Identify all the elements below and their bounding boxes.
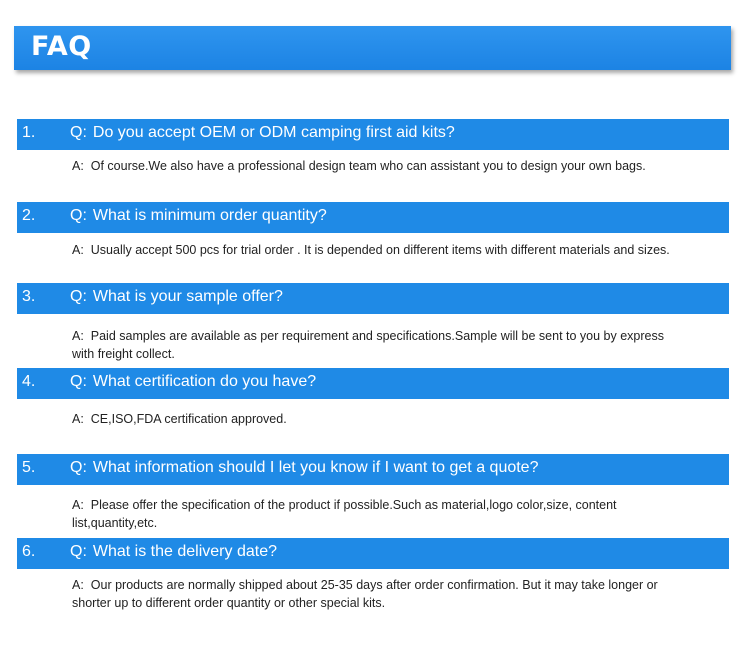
answer-text [72, 410, 672, 428]
answer-prefix: A: [72, 498, 84, 512]
question-text [70, 543, 277, 561]
question-prefix: Q: [70, 543, 87, 560]
question-number: 1. [22, 124, 36, 141]
answer-text [72, 576, 672, 612]
question-bar [17, 283, 729, 314]
question-label: What is minimum order quantity? [92, 207, 327, 224]
question-number: 2. [22, 207, 36, 224]
answer-prefix: A: [72, 329, 84, 343]
question-number: 6. [22, 543, 36, 560]
question-bar [17, 119, 729, 150]
question-label: What is the delivery date? [92, 543, 277, 560]
question-prefix: Q: [70, 288, 87, 305]
question-prefix: Q: [70, 373, 87, 390]
question-label: Do you accept OEM or ODM camping first aid kits? [92, 124, 455, 141]
answer-prefix: A: [72, 412, 84, 426]
question-prefix: Q: [70, 207, 87, 224]
answer-prefix: A: [72, 159, 84, 173]
question-bar [17, 538, 729, 569]
answer-prefix: A: [72, 243, 84, 257]
question-text [70, 459, 538, 477]
question-text [70, 373, 316, 391]
answer-text [72, 327, 672, 363]
answer-prefix: A: [72, 578, 84, 592]
question-prefix: Q: [70, 124, 87, 141]
answer-body: Please offer the specification of the product if possible.Such as material,logo color,size, content list,quantity,etc. [72, 498, 617, 530]
faq-header-banner [14, 26, 731, 70]
question-text [70, 207, 327, 225]
answer-body: Of course.We also have a professional design team who can assistant you to design your own bags. [90, 159, 646, 173]
question-number: 3. [22, 288, 36, 305]
question-label: What information should I let you know if I want to get a quote? [92, 459, 539, 476]
question-bar [17, 454, 729, 485]
question-number: 5. [22, 459, 36, 476]
answer-body: Paid samples are available as per requirement and specifications.Sample will be sent to you by express with freight collect. [72, 329, 664, 361]
answer-text [72, 241, 672, 259]
question-bar [17, 368, 729, 399]
question-text [70, 288, 283, 306]
page-title: FAQ [31, 31, 92, 62]
answer-text [72, 157, 672, 175]
question-label: What is your sample offer? [92, 288, 283, 305]
answer-body: CE,ISO,FDA certification approved. [90, 412, 287, 426]
answer-text [72, 496, 672, 532]
question-bar [17, 202, 729, 233]
question-number: 4. [22, 373, 36, 390]
question-label: What certification do you have? [92, 373, 317, 390]
answer-body: Our products are normally shipped about 25-35 days after order confirmation. But it may take longer or shorter up to different order quantity or other special kits. [72, 578, 658, 610]
question-prefix: Q: [70, 459, 87, 476]
answer-body: Usually accept 500 pcs for trial order . It is depended on different items with different materials and sizes. [90, 243, 670, 257]
question-text [70, 124, 455, 142]
